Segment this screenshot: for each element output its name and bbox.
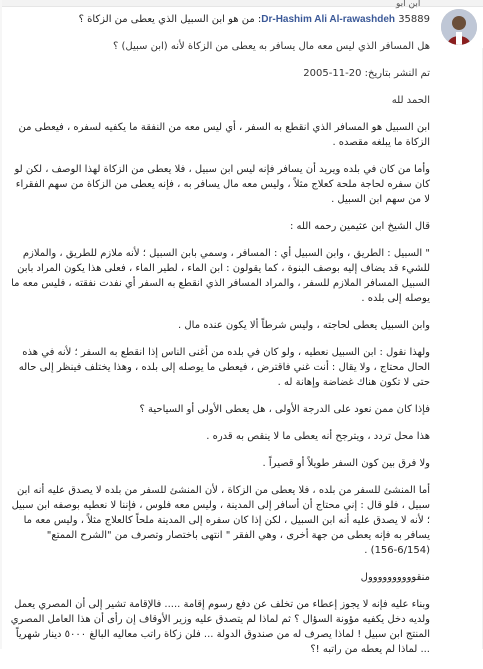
question-subtitle: هل المسافر الذي ليس معه مال يسافر به يعطى من الزكاة لأنه (ابن سبيل) ؟ bbox=[113, 41, 430, 52]
answer-paragraph: منقوووووووووول bbox=[360, 572, 430, 583]
answer-paragraph: ولهذا نقول : ابن السبيل نعطيه ، ولو كان في بلده من أغنى الناس إذا انقطع به السفر ؛ لأنه في هذه الحال محتاج ، ولا يقال : أنت غني فاقترض ، فيعطى ما يوصله إلى بلده ، وهذا يختلف فينظر إلى حاله حتى لا تكون هناك غضاضة وإهانة له . bbox=[18, 347, 430, 388]
question-header: Dr-Hashim Ali Al-rawashdeh 35889: من هو ابن السبيل الذي يعطى من الزكاة ؟ bbox=[78, 14, 430, 25]
avatar-image-icon bbox=[441, 9, 477, 45]
author-avatar[interactable] bbox=[441, 9, 477, 45]
answer-paragraph: قال الشيخ ابن عثيمين رحمه الله : bbox=[290, 221, 430, 232]
answer-paragraph: ابن السبيل هو المسافر الذي انقطع به السفر ، أي ليس معه من النفقة ما يكفيه لسفره ، فيعطى من الزكاة ما يبلغه مقصده . bbox=[18, 122, 430, 148]
left-edge-divider bbox=[0, 0, 2, 649]
post-content bbox=[10, 12, 430, 669]
answer-paragraph: أما المنشئ للسفر من بلده ، فلا يعطى من الزكاة ، لأن المنشئ للسفر من بلده لا يصدق عليه أنه ابن سبيل ، فلو قال : إني محتاج أن أسافر إلى المدينة ، وليس معه فلوس ، فإننا لا نعطيه بوصفه ابن سبيل ؛ لأنه لا يصدق عليه أنه ابن السبيل ، لكن إذا كان سفره إلى المدينة ملحاً كالعلاج مثلاً ، وليس معه ما يسافر به فإنه يعطى من جهة أخرى ، وهي الفقر " انتهى باختصار وتصرف من "الشرح الممتع" (6/154-156) . bbox=[11, 485, 430, 556]
answer-paragraph: وبناء عليه فإنه لا يجوز إعطاء من تخلف عن دفع رسوم إقامة ..... فالإقامة تشير إلى أن المصري يعمل ولديه دخل يكفيه مؤونة السؤال ؟ ثم لماذا لم يتصدق عليه وزير الأوقاف إن رأى أن هذا العامل المصري المنتج ابن سبيل ! لماذا يصرف له من صندوق الدولة ... فلن زكاة راتب معاليه البالغ ٥٠٠٠ دينار شهرياً ... لماذا لم يعطه من راتبه !؟ bbox=[10, 599, 430, 655]
publish-label: تم النشر بتاريخ: bbox=[364, 68, 430, 79]
author-name[interactable]: Dr-Hashim Ali Al-rawashdeh bbox=[261, 14, 395, 25]
answer-paragraph: هذا محل تردد ، ويترجح أنه يعطى ما لا ينقص به قدره . bbox=[206, 431, 430, 442]
answer-paragraph: " السبيل : الطريق ، وابن السبيل أي : المسافر ، وسمي بابن السبيل ؛ لأنه ملازم للطريق ، والملازم للشيء قد يضاف إليه بوصف البنوة ، كما يقولون : ابن الماء ، لطير الماء ، فعلى هذا يكون المراد بابن السبيل المسافر الملازم للسفر ، والمراد المسافر الذي انقطع به السفر أي نفدت نفقته ، فليس معه ما يوصله إلى بلده . bbox=[11, 248, 430, 304]
answer-paragraph: وأما من كان في بلده ويريد أن يسافر فإنه ليس ابن سبيل ، فلا يعطى من الزكاة لهذا الوصف ، لكن لو كان سفره لحاجة ملحة كعلاج مثلاً ، وليس معه مال يسافر به ، فإنه يعطى من الزكاة من سهم الفقراء لا من سهم ابن السبيل . bbox=[14, 164, 430, 205]
question-id: 35889 bbox=[398, 14, 430, 25]
top-cut-text: ابن ابو bbox=[396, 0, 421, 9]
publish-line bbox=[10, 66, 430, 81]
answer-paragraph: ولا فرق بين كون السفر طويلاً أو قصيراً . bbox=[262, 458, 430, 469]
answer-paragraph: وابن السبيل يعطى لحاجته ، وليس شرطاً ألا يكون عنده مال . bbox=[178, 320, 430, 331]
answer-paragraph: فإذا كان ممن نعود على الدرجة الأولى ، هل يعطى الأولى أو السياحية ؟ bbox=[139, 404, 430, 415]
praise-line: الحمد لله bbox=[391, 95, 430, 106]
publish-date: 20-11-2005 bbox=[303, 68, 362, 79]
question-title: من هو ابن السبيل الذي يعطى من الزكاة ؟ bbox=[78, 14, 255, 25]
